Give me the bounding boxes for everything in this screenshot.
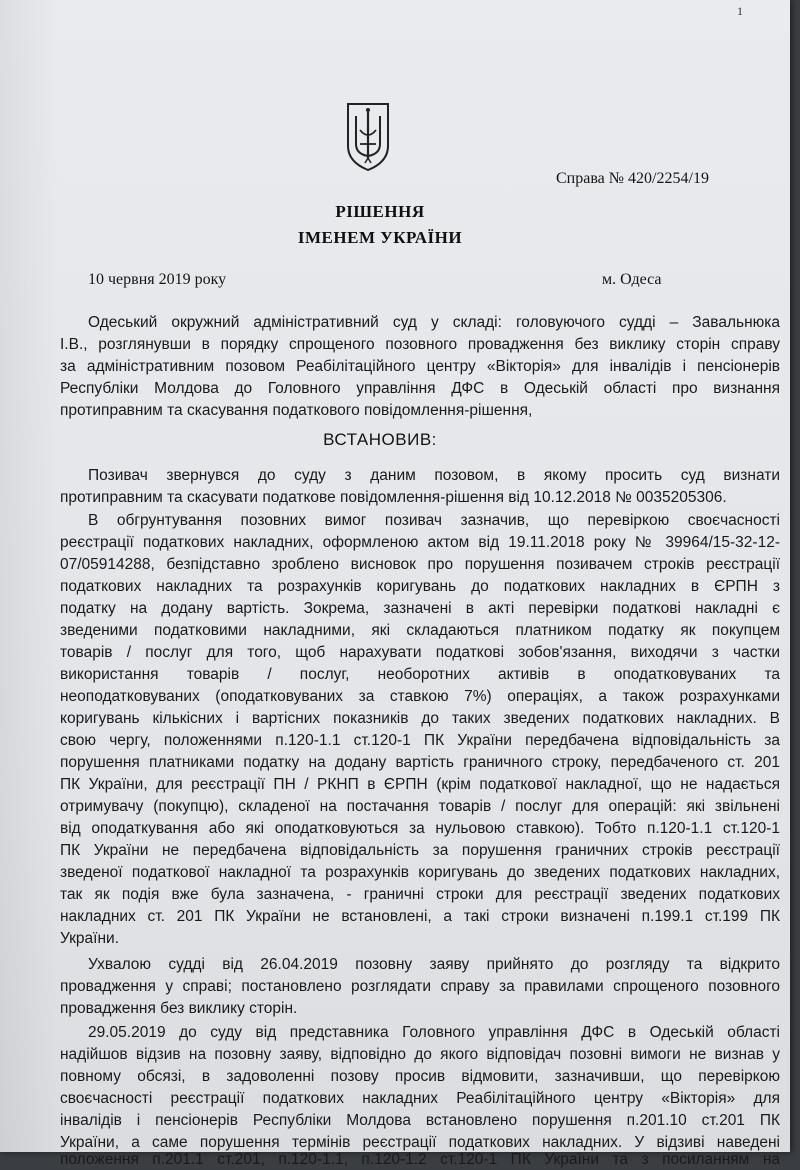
page-number: 1 bbox=[737, 4, 743, 18]
text-line: ПК України не передбачена відповідальність за порушення граничних строків реєстрації bbox=[60, 842, 780, 859]
text-line: зведеної податкової накладної та розрахунків коригувань до зведених податкових накладних, bbox=[60, 864, 780, 881]
case-number: Справа № 420/2254/19 bbox=[556, 170, 709, 187]
text-line: реєстрації податкових накладних, оформленою актом від 19.11.2018 року № 39964/15-32-12- bbox=[60, 534, 780, 551]
text-line: за адміністративним позовом Реабілітаційного центру «Вікторія» для інвалідів і пенсіонерів bbox=[60, 358, 780, 375]
text-line: товарів / послуг для того, щоб нарахувати податкові зобов'язання, виходячи з частки bbox=[60, 644, 780, 661]
section-heading: ВСТАНОВИВ: bbox=[323, 430, 437, 449]
text-line: провадження у справі; постановлено розглядати справу за правилами спрощеного позовного bbox=[60, 978, 780, 995]
text-line: зведеними податковими накладними, які складаються платником податку як покупцем bbox=[60, 622, 780, 639]
text-line: неоподатковуваних (оподатковуваних за ставкою 7%) операціях, а також розрахунками bbox=[60, 688, 780, 705]
text-line: Позивач звернувся до суду з даним позовом, в якому просить суд визнати bbox=[88, 467, 780, 484]
text-line: положення п.201.1 ст.201, п.120-1.1, п.120-1.2 ст.120-1 ПК України та з посиланням на bbox=[60, 1151, 780, 1168]
text-line: протиправним та скасування податкового повідомлення-рішення, bbox=[60, 402, 533, 419]
text-line: свою чергу, положеннями п.120-1.1 ст.120-1 ПК України передбачена відповідальність за bbox=[60, 732, 780, 749]
text-line: І.В., розглянувши в порядку спрощеного позовного провадження без виклику сторін справу bbox=[60, 336, 780, 353]
text-line: В обгрунтування позовних вимог позивач зазначив, що перевіркою своєчасності bbox=[88, 512, 780, 529]
text-line: провадження без виклику сторін. bbox=[60, 1000, 298, 1017]
text-line: Республіки Молдова до Головного управління ДФС в Одеській області про визнання bbox=[60, 380, 780, 397]
text-line: 29.05.2019 до суду від представника Головного управління ДФС в Одеській області bbox=[88, 1024, 780, 1041]
text-line: своєчасності реєстрації податкових накладних Реабілітаційного центру «Вікторія» для bbox=[60, 1090, 780, 1107]
text-line: Ухвалою судді від 26.04.2019 позовну заяву прийнято до розгляду та відкрито bbox=[88, 956, 780, 973]
text-line: України. bbox=[60, 930, 120, 947]
text-line: так як подія вже була зазначена, - граничні строки для реєстрації зведених податкових bbox=[60, 886, 780, 903]
text-line: порушення платниками податку на додану вартість граничного строку, передбаченого ст. 201 bbox=[60, 754, 780, 771]
text-line: коригувань кількісних і вартісних показників до таких зведених податкових накладних. В bbox=[60, 710, 780, 727]
document-subtitle: ІМЕНЕМ УКРАЇНИ bbox=[297, 228, 463, 247]
text-line: податкових накладних та розрахунків коригувань до податкових накладних в ЄРПН з bbox=[60, 578, 780, 595]
text-line: України, а саме порушення термінів реєстрації податкових накладних. У відзиві наведені bbox=[60, 1134, 780, 1151]
text-line: ПК України, для реєстрації ПН / РКНП в ЄРПН (крім податкової накладної, що не надається bbox=[60, 776, 780, 793]
coat-of-arms-icon bbox=[344, 100, 392, 172]
text-line: від оподаткування або які оподатковуються за нульовою ставкою). Тобто п.120-1.1 ст.120-1 bbox=[60, 820, 780, 837]
text-line: надійшов відзив на позовну заяву, відповідно до якого відповідач позовні вимоги не визнав у bbox=[60, 1046, 780, 1063]
text-line: отримувачу (покупцю), складеної на постачання товарів / послуг для операцій: які звільнені bbox=[60, 798, 780, 815]
text-line: накладних ст. 201 ПК України не встановлені, а такі строки визначені п.199.1 ст.199 ПК bbox=[60, 908, 780, 925]
text-line: повному обсязі, в задоволенні позову просив відмовити, зазначивши, що перевіркою bbox=[60, 1068, 780, 1085]
document-title: РІШЕННЯ bbox=[335, 202, 425, 221]
decision-city: м. Одеса bbox=[602, 271, 662, 288]
page-shadow bbox=[0, 0, 60, 1152]
text-line: Одеський окружний адміністративний суд у складі: головуючого судді – Завальнюка bbox=[88, 314, 780, 331]
text-line: протиправним та скасувати податкове повідомлення-рішення від 10.12.2018 № 0035205306. bbox=[60, 489, 727, 506]
text-line: інвалідів і пенсіонерів Республіки Молдова встановлено порушення п.201.10 ст.201 ПК bbox=[60, 1112, 780, 1129]
text-line: 07/05914288, безпідставно зроблено висновок про порушення позивачем строків реєстрації bbox=[60, 556, 780, 573]
text-line: податку на додану вартість. Зокрема, зазначені в акті перевірки податкові накладні є bbox=[60, 600, 780, 617]
text-line: використання товарів / послуг, необоротних активів в оподатковуваних та bbox=[60, 666, 780, 683]
decision-date: 10 червня 2019 року bbox=[88, 271, 227, 288]
